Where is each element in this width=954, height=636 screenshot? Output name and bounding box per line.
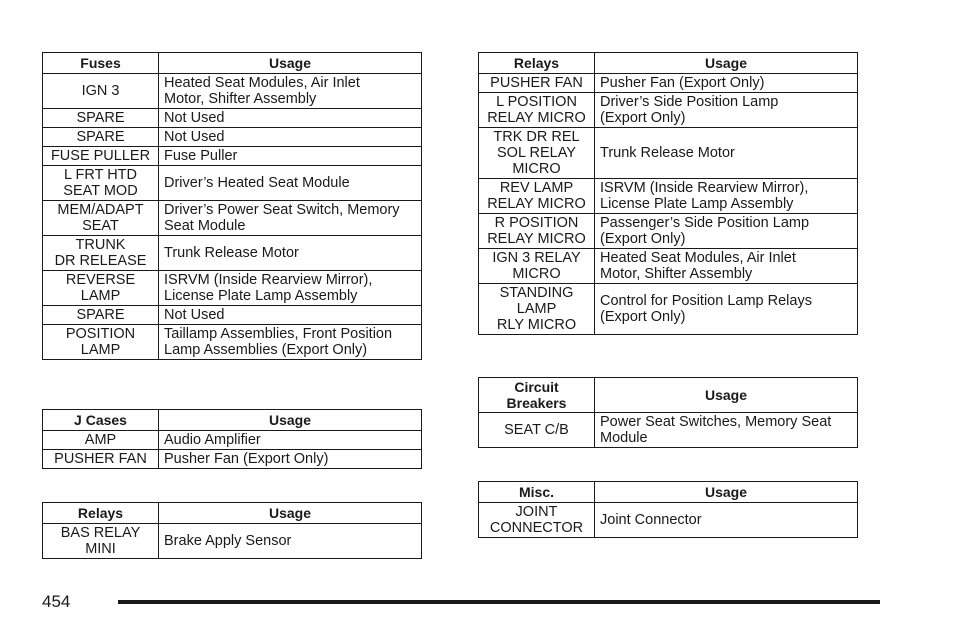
table-row	[479, 179, 858, 214]
table-row	[43, 325, 422, 360]
table-row	[43, 74, 422, 109]
column-header-relays: Relays	[479, 53, 595, 74]
column-header-usage: Usage	[595, 378, 858, 413]
table-header-row	[43, 503, 422, 524]
j-cases-table	[42, 409, 422, 469]
column-header-relays: Relays	[43, 503, 159, 524]
usage-cell: Trunk Release Motor	[159, 236, 422, 271]
column-header-usage: Usage	[159, 410, 422, 431]
usage-cell: Audio Amplifier	[159, 431, 422, 450]
item-cell: REV LAMP RELAY MICRO	[479, 179, 595, 214]
column-header-misc: Misc.	[479, 482, 595, 503]
usage-cell: Driver’s Side Position Lamp (Export Only)	[595, 93, 858, 128]
table-row	[43, 236, 422, 271]
table-row	[479, 249, 858, 284]
relays-right-table	[478, 52, 858, 335]
table-row	[479, 413, 858, 448]
usage-cell: Pusher Fan (Export Only)	[595, 74, 858, 93]
relays-left-table	[42, 502, 422, 559]
circuit-breakers-table	[478, 377, 858, 448]
fuses-table	[42, 52, 422, 360]
table-row	[43, 524, 422, 559]
item-cell: PUSHER FAN	[43, 450, 159, 469]
item-cell: IGN 3	[43, 74, 159, 109]
usage-cell: ISRVM (Inside Rearview Mirror), License Plate Lamp Assembly	[595, 179, 858, 214]
usage-cell: Heated Seat Modules, Air Inlet Motor, Shifter Assembly	[159, 74, 422, 109]
item-cell: SPARE	[43, 128, 159, 147]
circuit-breakers-table-body	[479, 413, 858, 448]
item-cell: PUSHER FAN	[479, 74, 595, 93]
table-row	[479, 284, 858, 335]
misc-table-body	[479, 503, 858, 538]
table-row	[479, 74, 858, 93]
usage-cell: Joint Connector	[595, 503, 858, 538]
item-cell: SPARE	[43, 306, 159, 325]
column-header-usage: Usage	[159, 53, 422, 74]
relays-right-table-body	[479, 74, 858, 335]
table-row	[43, 450, 422, 469]
table-row	[43, 128, 422, 147]
usage-cell: Pusher Fan (Export Only)	[159, 450, 422, 469]
table-row	[479, 128, 858, 179]
table-row	[43, 147, 422, 166]
item-cell: L POSITION RELAY MICRO	[479, 93, 595, 128]
fuses-table-body	[43, 74, 422, 360]
table-header-row	[479, 482, 858, 503]
item-cell: SPARE	[43, 109, 159, 128]
table-row	[43, 109, 422, 128]
relays-left-table-body	[43, 524, 422, 559]
table-row	[43, 431, 422, 450]
item-cell: REVERSE LAMP	[43, 271, 159, 306]
usage-cell: ISRVM (Inside Rearview Mirror), License Plate Lamp Assembly	[159, 271, 422, 306]
usage-cell: Driver’s Power Seat Switch, Memory Seat Module	[159, 201, 422, 236]
usage-cell: Not Used	[159, 306, 422, 325]
usage-cell: Not Used	[159, 109, 422, 128]
item-cell: TRK DR REL SOL RELAY MICRO	[479, 128, 595, 179]
table-row	[43, 201, 422, 236]
item-cell: STANDING LAMP RLY MICRO	[479, 284, 595, 335]
column-header-usage: Usage	[595, 53, 858, 74]
item-cell: SEAT C/B	[479, 413, 595, 448]
table-header-row	[479, 378, 858, 413]
table-row	[479, 503, 858, 538]
usage-cell: Not Used	[159, 128, 422, 147]
item-cell: IGN 3 RELAY MICRO	[479, 249, 595, 284]
table-row	[43, 166, 422, 201]
item-cell: MEM/ADAPT SEAT	[43, 201, 159, 236]
column-header-j-cases: J Cases	[43, 410, 159, 431]
footer-rule	[118, 600, 880, 604]
item-cell: L FRT HTD SEAT MOD	[43, 166, 159, 201]
usage-cell: Taillamp Assemblies, Front Position Lamp Assemblies (Export Only)	[159, 325, 422, 360]
table-header-row	[479, 53, 858, 74]
page-number: 454	[42, 592, 71, 611]
usage-cell: Control for Position Lamp Relays (Export Only)	[595, 284, 858, 335]
usage-cell: Driver’s Heated Seat Module	[159, 166, 422, 201]
table-header-row	[43, 410, 422, 431]
item-cell: BAS RELAY MINI	[43, 524, 159, 559]
table-row	[43, 271, 422, 306]
item-cell: R POSITION RELAY MICRO	[479, 214, 595, 249]
table-row	[479, 214, 858, 249]
j-cases-table-body	[43, 431, 422, 469]
usage-cell: Fuse Puller	[159, 147, 422, 166]
item-cell: POSITION LAMP	[43, 325, 159, 360]
usage-cell: Brake Apply Sensor	[159, 524, 422, 559]
column-header-usage: Usage	[595, 482, 858, 503]
item-cell: FUSE PULLER	[43, 147, 159, 166]
usage-cell: Trunk Release Motor	[595, 128, 858, 179]
column-header-fuses: Fuses	[43, 53, 159, 74]
item-cell: TRUNK DR RELEASE	[43, 236, 159, 271]
item-cell: JOINT CONNECTOR	[479, 503, 595, 538]
table-row	[43, 306, 422, 325]
misc-table	[478, 481, 858, 538]
table-header-row	[43, 53, 422, 74]
usage-cell: Power Seat Switches, Memory Seat Module	[595, 413, 858, 448]
column-header-circuit-breakers: Circuit Breakers	[479, 378, 595, 413]
table-row	[479, 93, 858, 128]
item-cell: AMP	[43, 431, 159, 450]
column-header-usage: Usage	[159, 503, 422, 524]
usage-cell: Heated Seat Modules, Air Inlet Motor, Shifter Assembly	[595, 249, 858, 284]
usage-cell: Passenger’s Side Position Lamp (Export Only)	[595, 214, 858, 249]
